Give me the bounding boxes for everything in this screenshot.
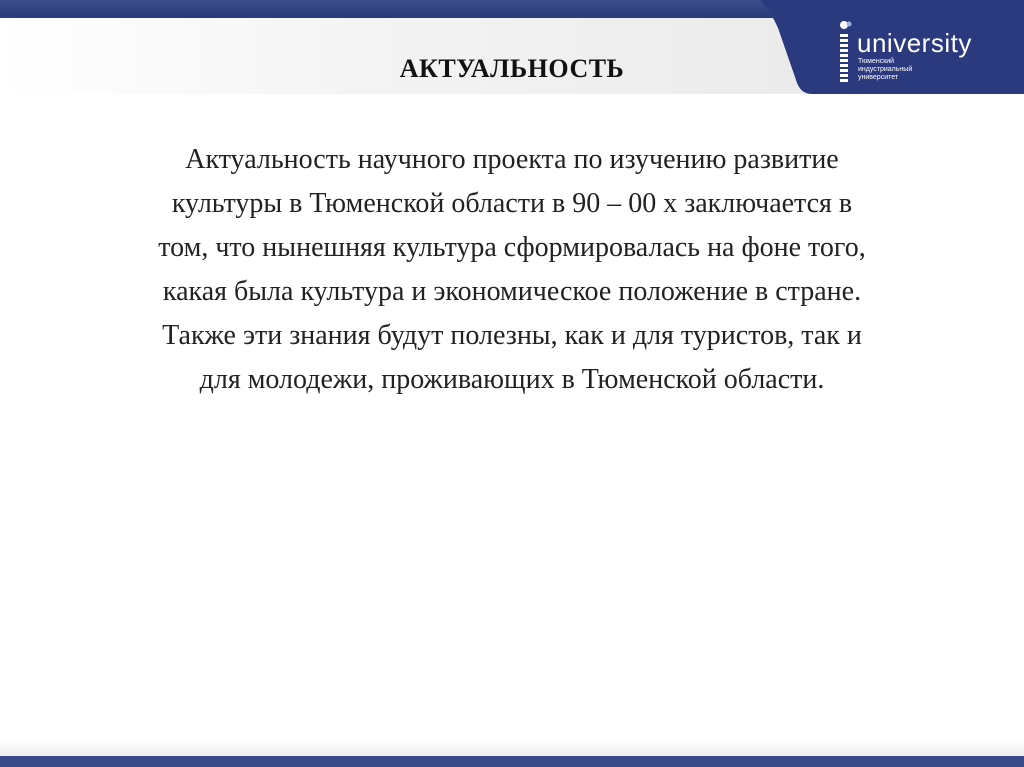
slide-body-text bbox=[60, 138, 964, 402]
slide-title: АКТУАЛЬНОСТЬ bbox=[399, 54, 625, 83]
logo-wordmark: university bbox=[857, 28, 972, 58]
body-line: том, что нынешняя культура сформировалась на фоне того, bbox=[158, 232, 866, 263]
body-line: Актуальность научного проекта по изучению развитие bbox=[185, 144, 839, 175]
logo-subtitle: Тюменский индустриальный университет bbox=[858, 58, 913, 81]
body-line: культуры в Тюменской области в 90 – 00 х заключается в bbox=[171, 188, 853, 219]
body-line: Также эти знания будут полезны, как и для туристов, так и bbox=[162, 320, 862, 351]
footer-bar bbox=[0, 756, 1024, 767]
body-line: какая была культура и экономическое положение в стране. bbox=[162, 276, 862, 307]
body-line: для молодежи, проживающих в Тюменской области. bbox=[199, 364, 825, 395]
footer-band bbox=[0, 738, 1024, 756]
